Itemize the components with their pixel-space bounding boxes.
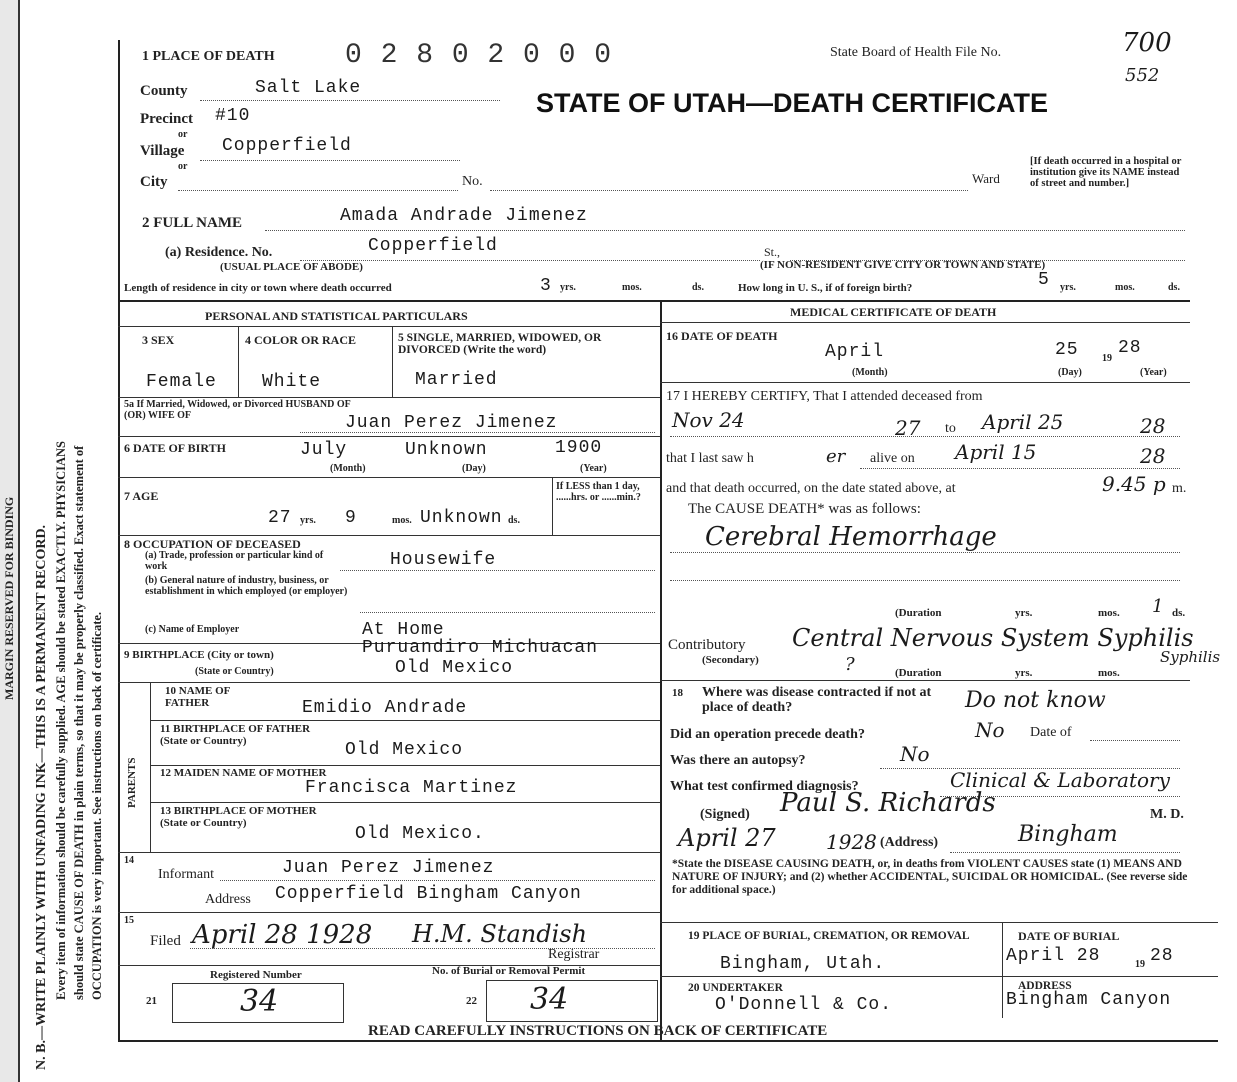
undertaker-label: 20 UNDERTAKER xyxy=(688,982,783,994)
frame-bottom xyxy=(118,1040,1218,1042)
signed-label: (Signed) xyxy=(700,807,750,822)
death-year-prefix: 19 xyxy=(1102,353,1112,364)
length-ds-label: ds. xyxy=(692,282,704,293)
attend-from: Nov 24 xyxy=(672,408,745,432)
contributory-duration-label: (Duration xyxy=(895,667,942,679)
ward-note: [If death occurred in a hospital or institution give its NAME instead of street and number.] xyxy=(1030,156,1182,190)
dob-day: Unknown xyxy=(405,440,488,460)
signed-year: 1928 xyxy=(826,830,877,854)
margin-line-2: Every item of information should be carefully supplied. AGE should be stated EXACTLY. PHYSICIANS xyxy=(54,441,68,1000)
us-label: How long in U. S., if of foreign birth? xyxy=(738,282,913,294)
test-value: Clinical & Laboratory xyxy=(950,768,1170,792)
last-saw-year: 28 xyxy=(1140,444,1166,468)
dob-year: 1900 xyxy=(555,438,603,458)
parents-label: PARENTS xyxy=(126,757,138,808)
cause-value: Cerebral Hemorrhage xyxy=(705,522,997,552)
street-label: St., xyxy=(764,245,781,259)
informant-address-label: Address xyxy=(205,892,251,907)
row21-number: 21 xyxy=(146,995,157,1007)
date-of-death-label: 16 DATE OF DEATH xyxy=(666,329,778,343)
last-saw-her: er xyxy=(826,446,846,467)
dob-year-caption: (Year) xyxy=(580,463,607,474)
section-divider-top xyxy=(118,300,1190,302)
nonresident-caption: (IF NON-RESIDENT GIVE CITY OR TOWN AND STATE) xyxy=(760,259,1046,271)
father-birthplace-label: 11 BIRTHPLACE OF FATHER (State or Country) xyxy=(160,723,311,747)
race-value: White xyxy=(262,372,322,392)
county-label: County xyxy=(140,83,188,99)
employer-label: (c) Name of Employer xyxy=(145,624,240,635)
death-year: 28 xyxy=(1118,338,1142,358)
binding-note: MARGIN RESERVED FOR BINDING xyxy=(2,496,16,700)
us-yrs-label: yrs. xyxy=(1060,282,1076,293)
burial-place-label: 19 PLACE OF BURIAL, CREMATION, OR REMOVAL xyxy=(688,930,970,942)
signed-address-value: Bingham xyxy=(1018,822,1118,847)
operation-value: No xyxy=(975,718,1005,742)
county-value: Salt Lake xyxy=(255,78,362,98)
to-label: to xyxy=(945,421,956,436)
residence-label: (a) Residence. No. xyxy=(165,245,273,260)
death-day: 25 xyxy=(1055,340,1079,360)
md-label: M. D. xyxy=(1150,807,1184,822)
registered-number-label: Registered Number xyxy=(210,969,302,981)
sex-label: 3 SEX xyxy=(142,333,175,347)
secondary-caption: (Secondary) xyxy=(702,654,759,666)
signature-value: Paul S. Richards xyxy=(780,788,996,818)
informant-label: Informant xyxy=(158,867,214,882)
length-mos-label: mos. xyxy=(622,282,642,293)
age-label: 7 AGE xyxy=(124,489,159,503)
us-mos-label: mos. xyxy=(1115,282,1135,293)
margin-line-3: should state CAUSE OF DEATH in plain terms, so that it may be properly classified. Exact statement of xyxy=(72,445,86,1000)
registrar-signature: H.M. Standish xyxy=(412,920,588,948)
age-ds-label: ds. xyxy=(508,515,520,526)
page-title: STATE OF UTAH—DEATH CERTIFICATE xyxy=(536,88,1048,118)
signed-date: April 27 xyxy=(678,824,776,852)
mother-birthplace-value: Old Mexico. xyxy=(355,824,485,844)
usual-place-caption: (USUAL PLACE OF ABODE) xyxy=(220,261,363,273)
mother-label: 12 MAIDEN NAME OF MOTHER xyxy=(160,767,327,779)
spouse-label: 5a If Married, Widowed, or Divorced HUSBAND OF (OR) WIFE OF xyxy=(124,399,351,421)
marital-value: Married xyxy=(415,370,498,390)
village-value: Copperfield xyxy=(222,136,352,156)
death-year-caption: (Year) xyxy=(1140,367,1167,378)
file-no-label: State Board of Health File No. xyxy=(830,45,1002,60)
mother-value: Francisca Martinez xyxy=(305,778,518,798)
certify-label: 17 I HEREBY CERTIFY, That I attended deceased from xyxy=(666,389,983,404)
file-sub-no: 552 xyxy=(1125,65,1160,86)
birthplace-state-caption: (State or Country) xyxy=(195,666,274,677)
contracted-number: 18 xyxy=(672,687,683,699)
file-no: 700 xyxy=(1122,28,1172,58)
length-yrs: 3 xyxy=(540,276,552,296)
residence-value: Copperfield xyxy=(368,236,498,256)
employer-value: At Home xyxy=(362,620,445,640)
burial-year-prefix: 19 xyxy=(1135,959,1145,970)
father-value: Emidio Andrade xyxy=(302,698,468,718)
full-name-label: 2 FULL NAME xyxy=(142,215,243,231)
certificate-number: 0 2 8 0 2 0 0 0 xyxy=(345,40,613,71)
attend-to-year: 28 xyxy=(1140,414,1166,438)
mother-birthplace-label: 13 BIRTHPLACE OF MOTHER (State or Country) xyxy=(160,805,317,829)
birthplace-label: 9 BIRTHPLACE (City or town) xyxy=(124,649,274,661)
time-m-label: m. xyxy=(1172,481,1187,496)
or-label-2: or xyxy=(178,161,188,172)
spouse-value: Juan Perez Jimenez xyxy=(345,413,558,433)
informant-value: Juan Perez Jimenez xyxy=(282,858,495,878)
precinct-label: Precinct xyxy=(140,111,194,127)
filed-date: April 28 1928 xyxy=(192,920,373,950)
occupation-b-label: (b) General nature of industry, business, or establishment in which employed (or employer) xyxy=(145,575,348,597)
father-label: 10 NAME OF FATHER xyxy=(165,685,230,709)
less-than-note: If LESS than 1 day, ......hrs. or ......min.? xyxy=(556,481,641,503)
date-of-label: Date of xyxy=(1030,725,1072,740)
burial-permit-value: 34 xyxy=(530,982,569,1017)
medical-section-title: MEDICAL CERTIFICATE OF DEATH xyxy=(790,305,997,319)
contributory-value-2: Syphilis xyxy=(1160,648,1221,666)
contracted-label: Where was disease contracted if not at place of death? xyxy=(702,685,932,715)
duration-mos-label: mos. xyxy=(1098,607,1120,619)
center-divider xyxy=(660,300,662,1040)
us-ds-label: ds. xyxy=(1168,282,1180,293)
us-yrs: 5 xyxy=(1038,270,1050,290)
margin-line-1: N. B.—WRITE PLAINLY WITH UNFADING INK—THIS IS A PERMANENT RECORD. xyxy=(34,524,49,1070)
duration-days: 1 xyxy=(1152,596,1164,617)
race-label: 4 COLOR OR RACE xyxy=(245,333,357,347)
footer-instructions: READ CAREFULLY INSTRUCTIONS ON BACK OF CERTIFICATE xyxy=(368,1023,828,1039)
ward-label: Ward xyxy=(972,171,1000,186)
informant-number: 14 xyxy=(124,855,134,866)
duration-ds-label: ds. xyxy=(1172,607,1186,619)
burial-permit-label: No. of Burial or Removal Permit xyxy=(432,965,586,977)
no-label: No. xyxy=(462,174,483,189)
duration-label: (Duration xyxy=(895,607,942,619)
dob-month: July xyxy=(300,440,348,460)
contributory-duration: ? xyxy=(845,654,855,675)
registered-number-value: 34 xyxy=(240,984,279,1019)
filed-label: Filed xyxy=(150,933,181,949)
contributory-value: Central Nervous System Syphilis xyxy=(792,624,1194,652)
margin-line-4: OCCUPATION is very important. See instructions on back of certificate. xyxy=(90,611,104,1000)
duration-yrs-label: yrs. xyxy=(1015,607,1033,619)
occupation-label: 8 OCCUPATION OF DECEASED xyxy=(124,537,301,551)
place-of-death-label: 1 PLACE OF DEATH xyxy=(142,49,275,64)
burial-date-label: DATE OF BURIAL xyxy=(1018,929,1120,943)
city-label: City xyxy=(140,174,168,190)
cause-label: The CAUSE DEATH* was as follows: xyxy=(688,501,921,517)
contributory-label: Contributory xyxy=(668,637,746,653)
occurred-label: and that death occurred, on the date stated above, at xyxy=(666,481,956,496)
death-time: 9.45 p xyxy=(1102,472,1166,496)
death-month: April xyxy=(825,342,885,362)
burial-year-value: 28 xyxy=(1150,946,1174,966)
or-label-1: or xyxy=(178,129,188,140)
death-day-caption: (Day) xyxy=(1058,367,1082,378)
footnote: *State the DISEASE CAUSING DEATH, or, in deaths from VIOLENT CAUSES state (1) MEANS AND NATURE OF INJURY; and (2) whether ACCIDENTAL, SUICIDAL OR HOMICIDAL. (See reverse side for additional space.) xyxy=(672,858,1188,897)
age-yrs-label: yrs. xyxy=(300,515,316,526)
signed-address-label: (Address) xyxy=(880,835,939,850)
dob-label: 6 DATE OF BIRTH xyxy=(124,441,226,455)
contracted-value: Do not know xyxy=(965,688,1106,713)
burial-date-value: April 28 xyxy=(1006,946,1101,966)
undertaker-address-label: ADDRESS xyxy=(1018,980,1072,992)
age-ds: Unknown xyxy=(420,508,503,528)
informant-address-value: Copperfield Bingham Canyon xyxy=(275,884,582,904)
frame-left xyxy=(118,40,120,1040)
filed-number: 15 xyxy=(124,915,134,926)
age-yrs: 27 xyxy=(268,508,292,528)
alive-on-label: alive on xyxy=(870,451,915,466)
attend-from-year: 27 xyxy=(895,416,921,440)
autopsy-label: Was there an autopsy? xyxy=(670,753,806,768)
length-yrs-label: yrs. xyxy=(560,282,576,293)
last-saw-label: that I last saw h xyxy=(666,451,754,466)
undertaker-value: O'Donnell & Co. xyxy=(715,995,893,1015)
occupation-a-label: (a) Trade, profession or particular kind of work xyxy=(145,550,324,572)
operation-label: Did an operation precede death? xyxy=(670,727,865,742)
birthplace-country: Old Mexico xyxy=(395,658,514,678)
undertaker-address-value: Bingham Canyon xyxy=(1006,990,1172,1010)
contrib-yrs-label: yrs. xyxy=(1015,667,1033,679)
dob-month-caption: (Month) xyxy=(330,463,366,474)
marital-label: 5 SINGLE, MARRIED, WIDOWED, OR DIVORCED (Write the word) xyxy=(398,332,602,357)
contrib-mos-label: mos. xyxy=(1098,667,1120,679)
occupation-value: Housewife xyxy=(390,550,497,570)
autopsy-value: No xyxy=(900,742,930,766)
precinct-value: #10 xyxy=(215,106,251,126)
age-mos-label: mos. xyxy=(392,515,412,526)
length-label: Length of residence in city or town where death occurred xyxy=(124,282,392,294)
sex-value: Female xyxy=(146,372,217,392)
death-month-caption: (Month) xyxy=(852,367,888,378)
row22-number: 22 xyxy=(466,995,477,1007)
father-birthplace-value: Old Mexico xyxy=(345,740,464,760)
test-label: What test confirmed diagnosis? xyxy=(670,779,859,794)
registrar-label: Registrar xyxy=(548,947,600,962)
attend-to: April 25 xyxy=(982,410,1064,434)
dob-day-caption: (Day) xyxy=(462,463,486,474)
personal-section-title: PERSONAL AND STATISTICAL PARTICULARS xyxy=(205,309,468,323)
full-name-value: Amada Andrade Jimenez xyxy=(340,206,588,226)
burial-place-value: Bingham, Utah. xyxy=(720,954,886,974)
burial-permit-box xyxy=(486,980,658,1022)
last-saw-date: April 15 xyxy=(955,440,1037,464)
village-label: Village xyxy=(140,143,185,159)
age-mos: 9 xyxy=(345,508,357,528)
birthplace-city: Puruandiro Michuacan xyxy=(362,638,599,658)
